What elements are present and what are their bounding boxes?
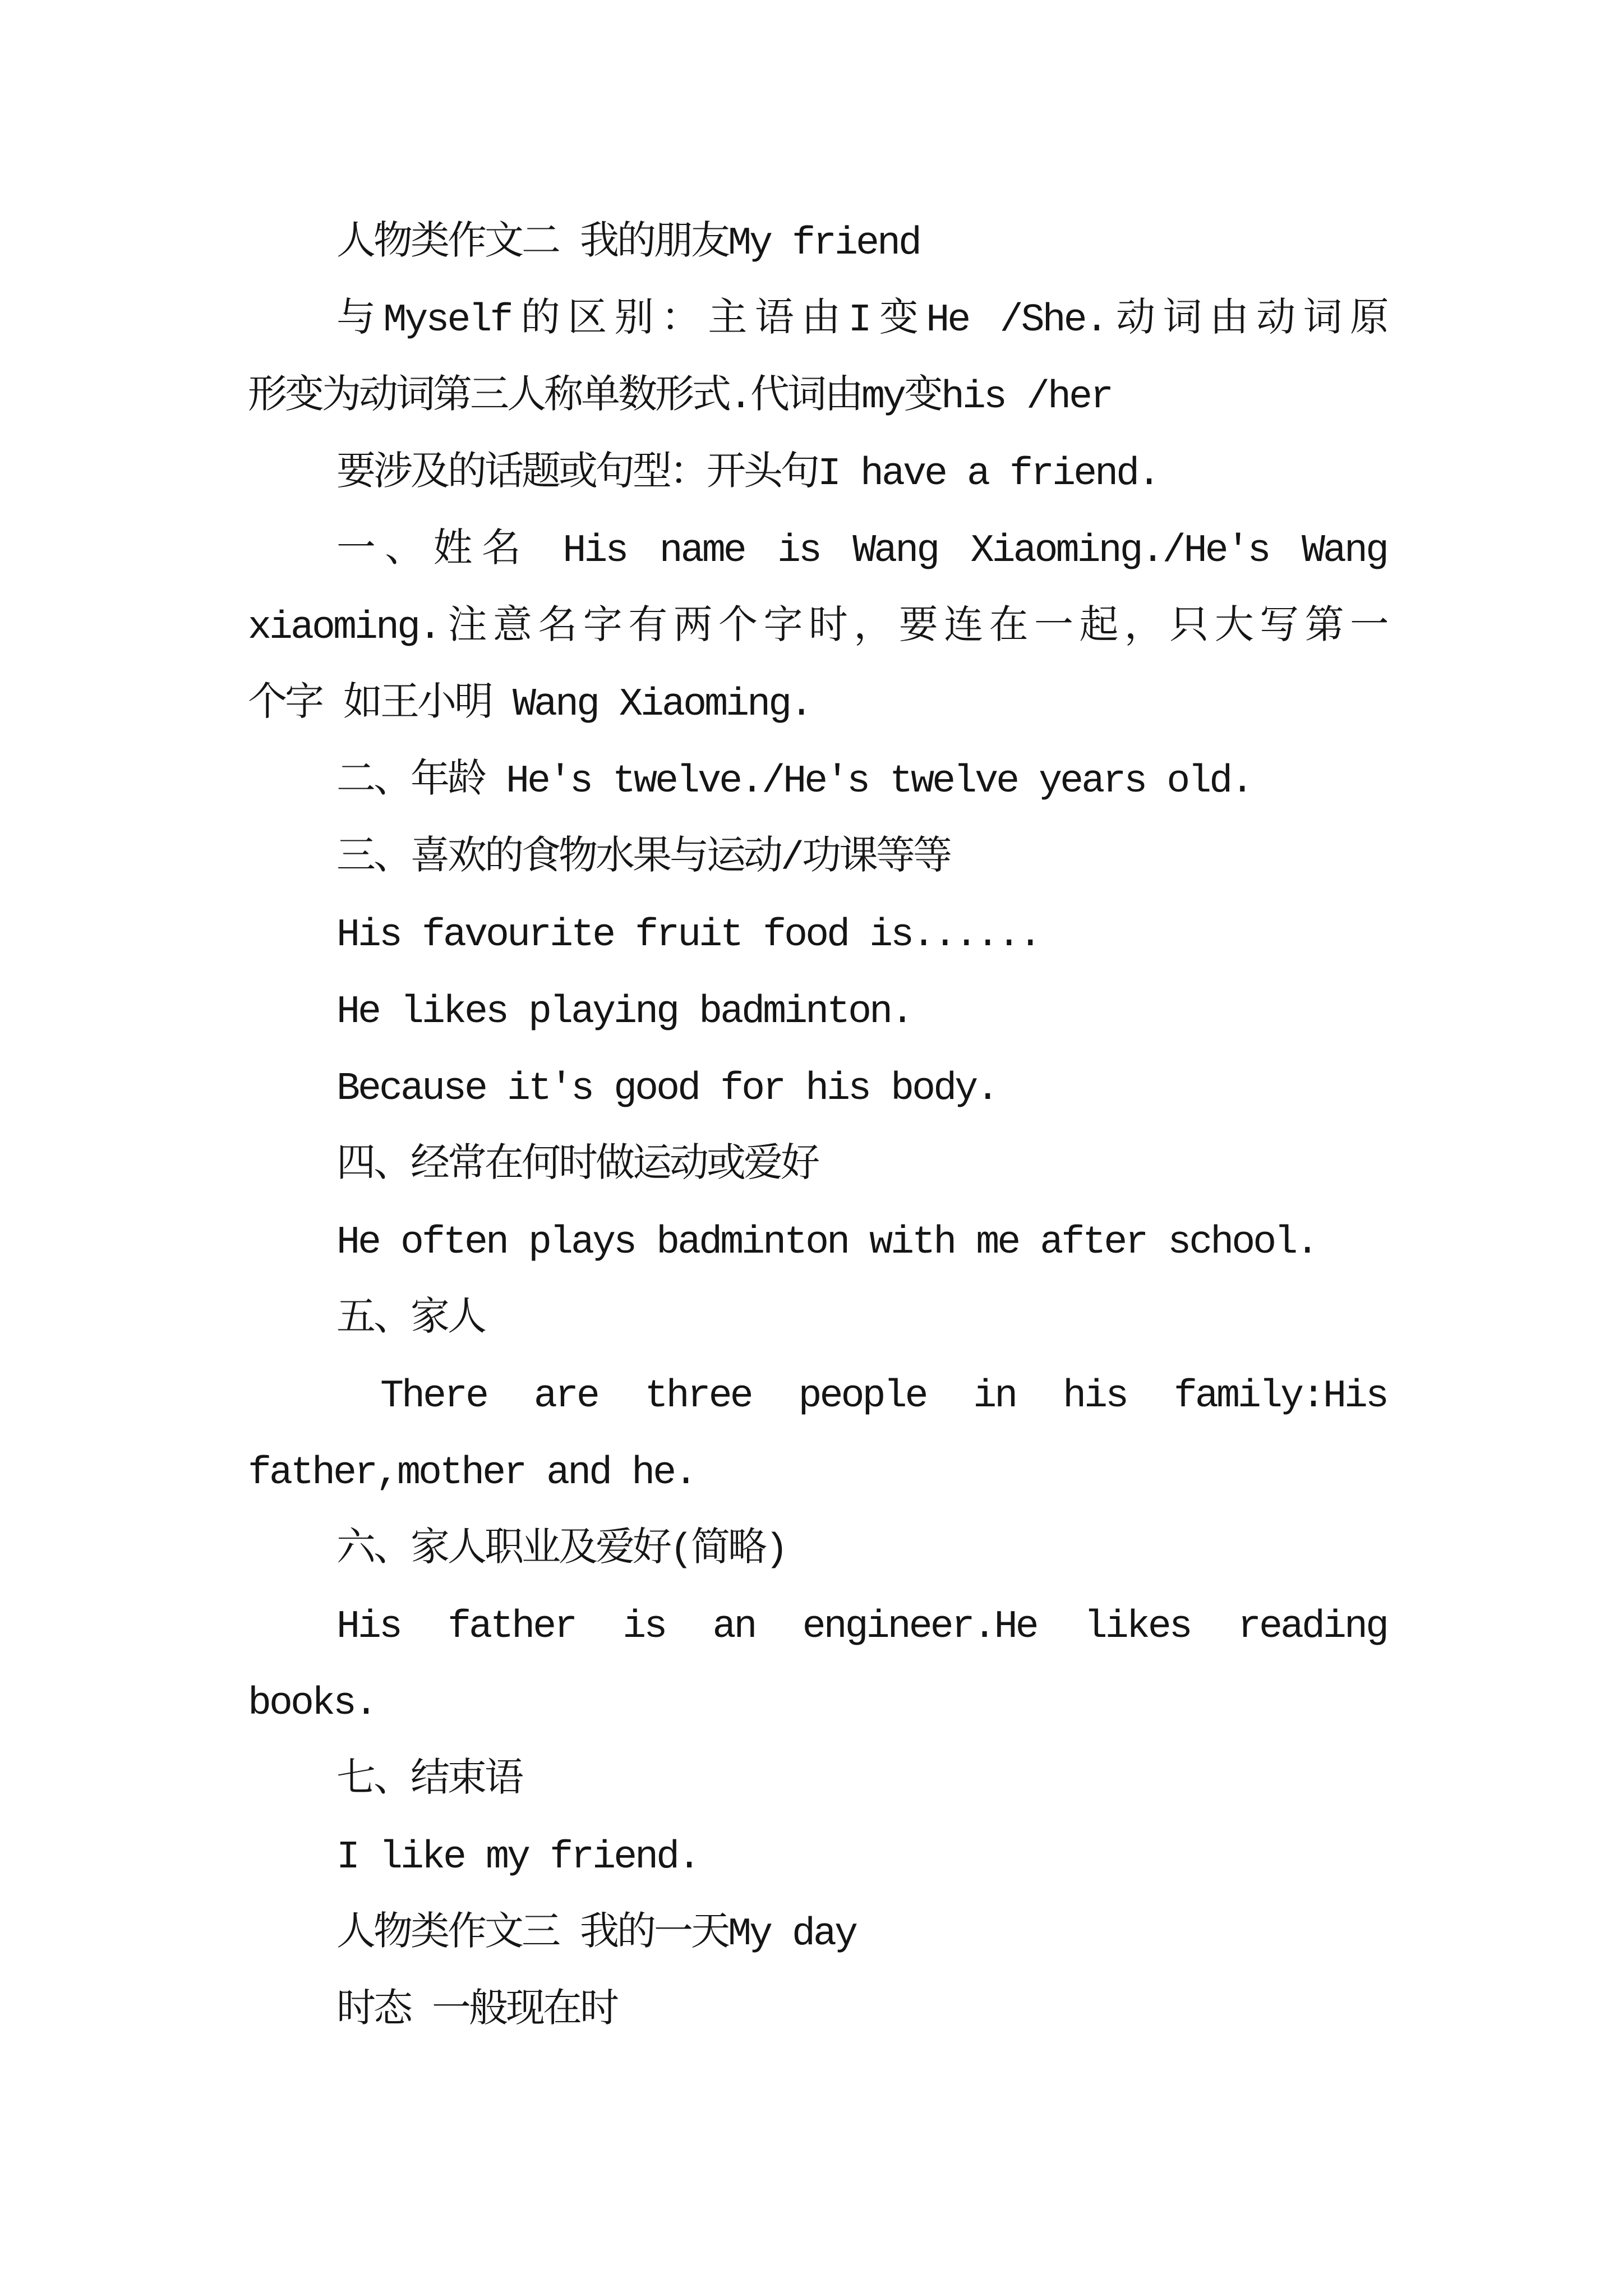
paragraph-jobs-heading (248, 1512, 1387, 1589)
paragraph-example (248, 1204, 1387, 1281)
paragraph-example (248, 974, 1387, 1051)
paragraph-topics (248, 436, 1387, 513)
text-line: 一、姓名 His name is Wang Xiaoming./He's Wang (336, 529, 1387, 573)
text-line: His father is an engineer.He likes reading (336, 1605, 1387, 1649)
paragraph-tense (248, 1973, 1387, 2050)
text-line: Because it's good for his body. (336, 1067, 998, 1111)
text-line: 人物类作文三 我的一天My day (336, 1912, 856, 1957)
paragraph-ending-heading (248, 1742, 1387, 1819)
text-line: I like my friend. (336, 1835, 699, 1880)
text-line: 二、年龄 He's twelve./He's twelve years old. (336, 760, 1252, 804)
text-line: 五、家人 (336, 1297, 485, 1342)
paragraph-difference-note (248, 282, 1387, 436)
paragraph-example (248, 1819, 1387, 1896)
text-line: 与Myself的区别：主语由I变He /She.动词由动词原 (336, 298, 1387, 343)
text-line: father,mother and he. (248, 1451, 696, 1496)
paragraph-family-heading (248, 1281, 1387, 1358)
text-line: He often plays badminton with me after school. (336, 1221, 1317, 1265)
paragraph-name (248, 513, 1387, 743)
paragraph-age (248, 743, 1387, 820)
text-line: His favourite fruit food is...... (336, 913, 1040, 958)
text-line: 时态 一般现在时 (336, 1989, 617, 2033)
text-line: 个字 如王小明 Wang Xiaoming. (248, 683, 811, 727)
text-line: xiaoming.注意名字有两个字时，要连在一起，只大写第一 (248, 606, 1387, 650)
text-line: 六、家人职业及爱好(简略) (336, 1528, 787, 1572)
paragraph-jobs-example (248, 1589, 1387, 1742)
paragraph-hobby-time-heading (248, 1128, 1387, 1204)
paragraph-example (248, 897, 1387, 974)
paragraph-family-example (248, 1358, 1387, 1512)
text-line: He likes playing badminton. (336, 990, 912, 1034)
paragraph-example (248, 1051, 1387, 1128)
text-line: 形变为动词第三人称单数形式.代词由my变his /her (248, 375, 1112, 420)
section-heading-my-friend (248, 205, 1387, 282)
text-line: There are three people in his family:His (380, 1374, 1387, 1419)
text-line: 七、结束语 (336, 1759, 522, 1803)
text-line: 要涉及的话题或句型：开头句I have a friend. (336, 452, 1159, 496)
section-heading-my-day (248, 1896, 1387, 1973)
text-line: 人物类作文二 我的朋友My friend (336, 222, 920, 266)
text-line: 三、喜欢的食物水果与运动/功课等等 (336, 836, 951, 881)
paragraph-likes-heading (248, 820, 1387, 897)
text-line: books. (248, 1682, 376, 1726)
text-line: 四、经常在何时做运动或爱好 (336, 1144, 818, 1188)
document-body (248, 205, 1387, 2050)
